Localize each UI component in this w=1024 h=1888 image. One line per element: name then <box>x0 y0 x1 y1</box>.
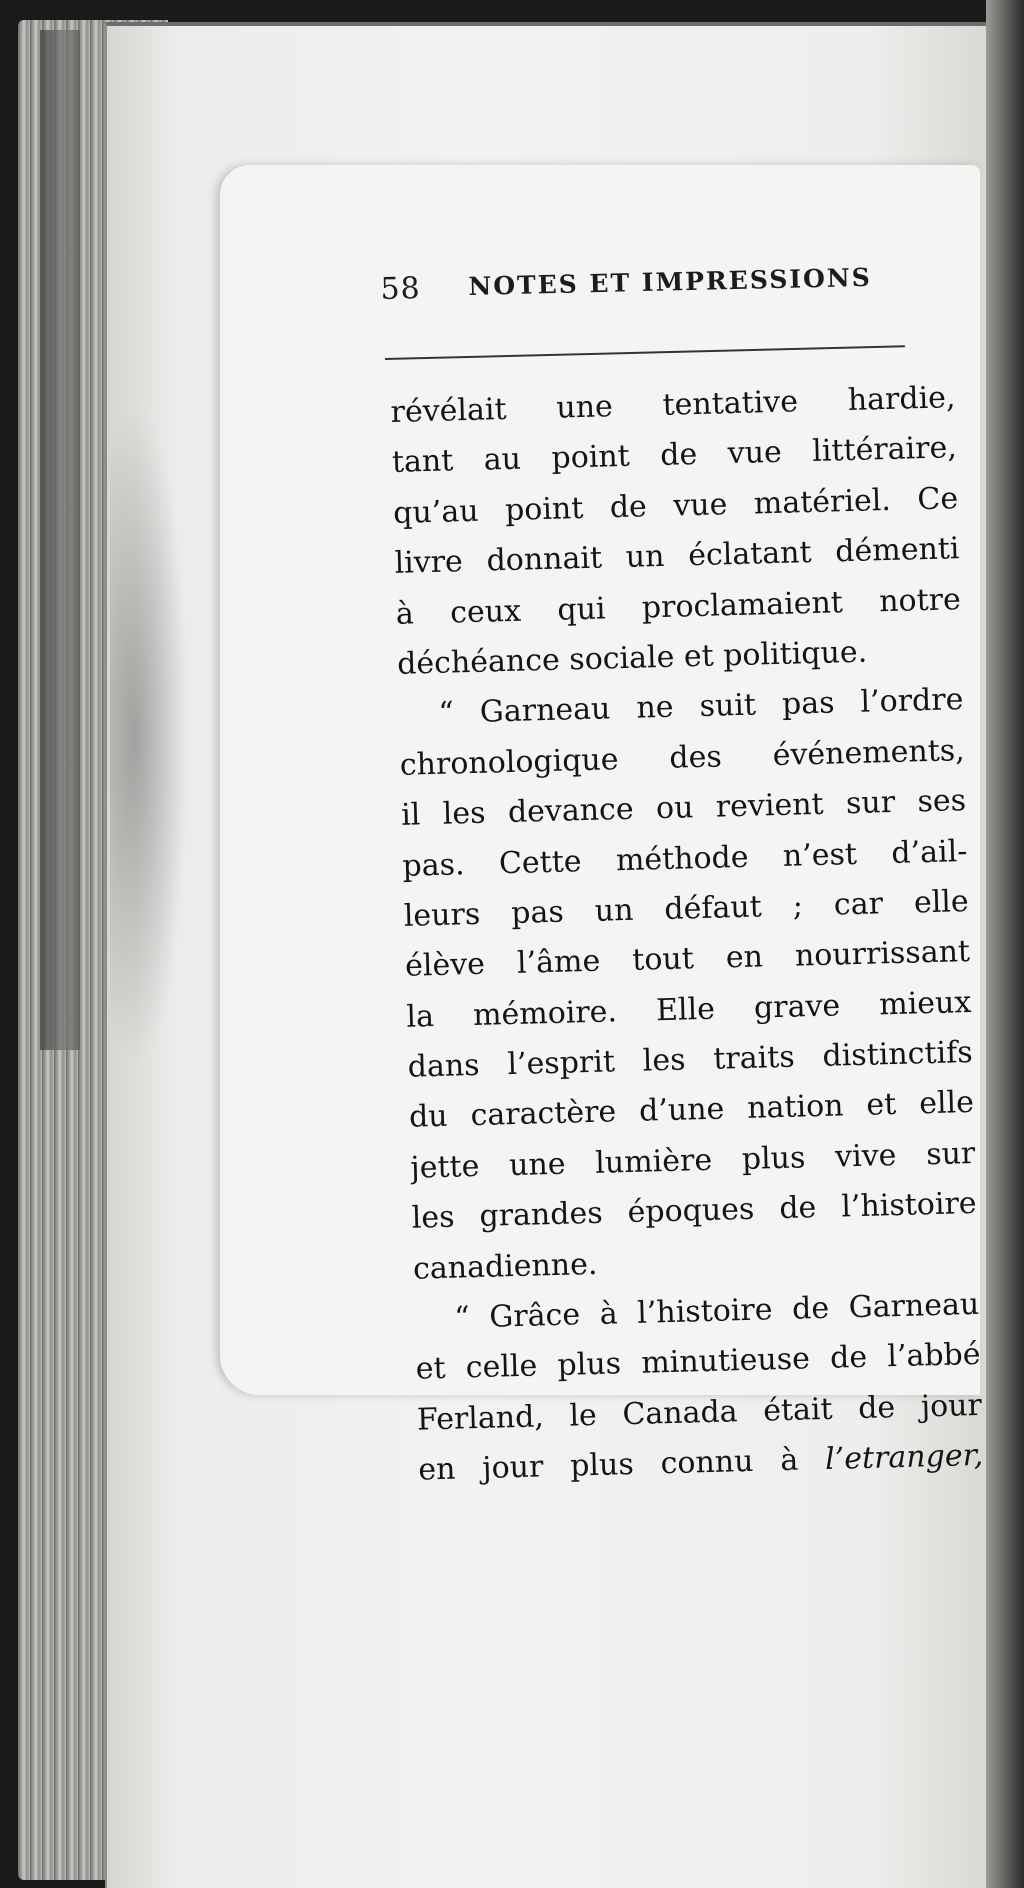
text-line: à ceux qui proclamaient notre <box>395 581 962 632</box>
text-line: il les devance ou revient sur ses <box>400 783 967 833</box>
text-line: “ Garneau ne suit pas l’ordre <box>438 682 964 732</box>
page-edge-shadow <box>40 30 80 1050</box>
text-line: qu’au point de vue matériel. Ce <box>392 480 959 531</box>
text-line: Ferland, le Canada était de jour <box>416 1387 983 1438</box>
text-line: livre donnait un éclatant démenti <box>394 531 960 582</box>
text-line: “ Grâce à l’histoire de Garneau <box>453 1286 980 1336</box>
text-line: déchéance sociale et politique. <box>396 634 868 682</box>
text-line: pas. Cette méthode n’est d’ail- <box>402 833 968 884</box>
text-line: leurs pas un défaut ; car elle <box>403 883 970 934</box>
paragraph <box>390 373 963 690</box>
text-line: du caractère d’une nation et elle <box>408 1085 975 1136</box>
text-line: révélait une tentative hardie, <box>390 380 956 430</box>
running-title: NOTES ET IMPRESSIONS <box>468 262 873 301</box>
body-text <box>390 373 984 1496</box>
italic-word: l’etranger, <box>824 1438 984 1478</box>
paragraph <box>414 1280 984 1496</box>
text-line: élève l’âme tout en nourrissant <box>404 934 971 985</box>
page-stain <box>110 400 190 1070</box>
text-line: la mémoire. Elle grave mieux <box>406 984 972 1035</box>
right-edge-shadow <box>986 0 1024 1888</box>
paragraph <box>398 675 979 1294</box>
text-line-start: en jour plus connu à <box>417 1442 799 1488</box>
text-line: dans l’esprit les traits distinctifs <box>407 1035 974 1085</box>
text-line: jette une lumière plus vive sur <box>409 1135 976 1186</box>
page-number: 58 <box>380 271 422 307</box>
text-line: et celle plus minutieuse de l’abbé <box>415 1337 981 1388</box>
text-line: tant au point de vue littéraire, <box>391 430 958 481</box>
text-line: chronologique des événements, <box>399 732 966 783</box>
text-line: les grandes époques de l’histoire <box>411 1186 978 1236</box>
text-line: canadienne. <box>412 1246 598 1287</box>
